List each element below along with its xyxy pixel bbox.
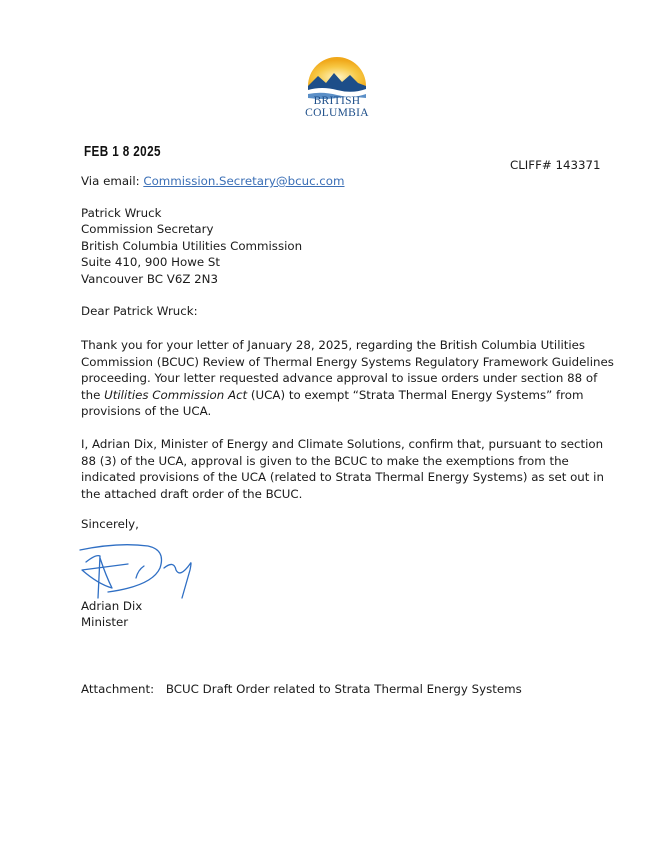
paragraph-line	[81, 387, 621, 404]
attachment-label: Attachment:	[81, 682, 155, 696]
act-title: Utilities Commission Act	[104, 387, 248, 402]
recipient-organization: British Columbia Utilities Commission	[81, 238, 303, 253]
salutation: Dear Patrick Wruck:	[81, 304, 198, 318]
paragraph-line: provisions of the UCA.	[81, 404, 212, 419]
paragraph-line: 88 (3) of the UCA, approval is given to the BCUC to make the exemptions from the	[81, 453, 569, 468]
text-fragment: (UCA) to exempt “Strata Thermal Energy Systems” from	[247, 387, 584, 402]
signatory-title: Minister	[81, 615, 129, 630]
attachment-line	[81, 682, 522, 696]
logo-wordmark	[290, 95, 384, 119]
recipient-street: Suite 410, 900 Howe St	[81, 255, 221, 270]
paragraph-line: indicated provisions of the UCA (related to Strata Thermal Energy Systems) as set out in	[81, 470, 604, 485]
closing: Sincerely,	[81, 517, 139, 531]
body-paragraph-2	[81, 436, 621, 502]
attachment-text: BCUC Draft Order related to Strata Thermal Energy Systems	[165, 682, 522, 696]
paragraph-line: Thank you for your letter of January 28, 2025, regarding the British Columbia Utilities	[81, 338, 586, 352]
email-link[interactable]: Commission.Secretary@bcuc.com	[143, 174, 345, 188]
paragraph-line: the attached draft order of the BCUC.	[81, 486, 303, 501]
logo-text-columbia: COLUMBIA	[305, 107, 369, 119]
recipient-name: Patrick Wruck	[81, 206, 162, 220]
body-paragraph-1	[81, 337, 621, 420]
recipient-address	[81, 205, 302, 287]
signatory-name: Adrian Dix	[81, 599, 143, 613]
logo-text-british: BRITISH	[313, 95, 361, 107]
recipient-city: Vancouver BC V6Z 2N3	[81, 271, 218, 286]
signatory-block	[81, 598, 142, 631]
date-stamp: FEB 1 8 2025	[84, 143, 161, 160]
text-fragment: the	[81, 387, 105, 402]
paragraph-line: proceeding. Your letter requested advance approval to issue orders under section 88 of	[81, 371, 598, 386]
recipient-title: Commission Secretary	[81, 222, 214, 237]
paragraph-line: Commission (BCUC) Review of Thermal Energy Systems Regulatory Framework Guidelines	[81, 354, 614, 369]
delivery-label: Via email:	[81, 174, 140, 188]
delivery-line	[81, 174, 345, 188]
paragraph-line: I, Adrian Dix, Minister of Energy and Climate Solutions, confirm that, pursuant to section	[81, 437, 604, 451]
reference-number: CLIFF# 143371	[510, 158, 601, 172]
